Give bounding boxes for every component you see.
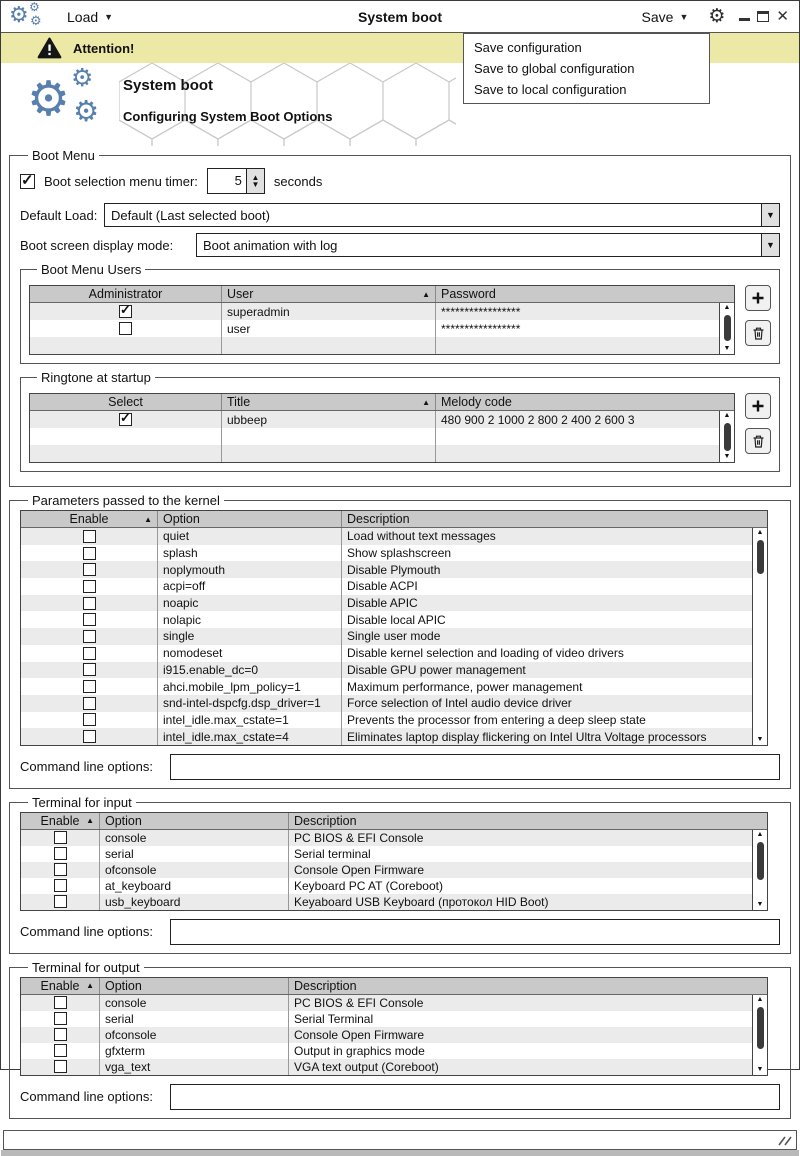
enable-checkbox[interactable] — [83, 530, 96, 543]
option-cell: vga_text — [100, 1059, 289, 1075]
description-cell: Disable APIC — [347, 596, 418, 611]
gear-icon: ⚙ — [29, 0, 40, 14]
terminal-input-row[interactable] — [21, 830, 767, 846]
enable-checkbox[interactable] — [54, 996, 67, 1009]
stepper-up-icon[interactable]: ▲ — [251, 173, 260, 182]
description-cell: Serial Terminal — [294, 1011, 374, 1026]
window-title: System boot — [357, 8, 442, 25]
admin-checkbox[interactable] — [119, 322, 132, 335]
column-header-option[interactable]: Option — [100, 813, 289, 829]
description-cell: Maximum performance, power management — [347, 679, 583, 694]
description-cell: Eliminates laptop display flickering on Intel Ultra Voltage processors — [347, 729, 707, 744]
option-cell: ofconsole — [100, 1027, 289, 1043]
description-cell: Show splashscreen — [347, 546, 452, 561]
kernel-param-row[interactable] — [21, 678, 767, 695]
timer-value: 5 — [234, 173, 242, 188]
title-cell: ubbeep — [222, 411, 436, 428]
timer-label: Boot selection menu timer: — [44, 173, 198, 189]
enable-checkbox[interactable] — [83, 647, 96, 660]
boot-menu-section — [9, 148, 791, 487]
terminal-output-section — [9, 960, 791, 1119]
column-header-enable[interactable]: Enable ▲ — [21, 511, 158, 527]
option-cell: nomodeset — [158, 645, 342, 662]
option-cell: intel_idle.max_cstate=4 — [158, 728, 342, 745]
enable-checkbox[interactable] — [54, 1060, 67, 1073]
terminal-output-legend: Terminal for output — [32, 959, 140, 975]
description-cell: Disable ACPI — [347, 579, 418, 594]
select-checkbox[interactable] — [119, 413, 132, 426]
kernel-params-table-header — [21, 511, 767, 528]
default-load-select[interactable] — [104, 203, 780, 227]
description-cell: VGA text output (Coreboot) — [294, 1059, 439, 1074]
users-table-header — [30, 286, 734, 303]
column-header-option[interactable]: Option — [158, 511, 342, 527]
user-row[interactable] — [30, 320, 734, 337]
minimize-button[interactable] — [739, 18, 750, 21]
scroll-down-icon[interactable]: ▼ — [756, 735, 764, 743]
load-menu-label: Load — [67, 8, 99, 25]
option-cell: console — [100, 830, 289, 846]
scroll-thumb[interactable] — [757, 842, 764, 880]
column-header-melody[interactable]: Melody code — [441, 395, 512, 409]
description-cell: Keyboard PC AT (Coreboot) — [294, 878, 443, 893]
menu-item-save-configuration[interactable]: Save configuration — [474, 40, 582, 55]
enable-checkbox[interactable] — [54, 831, 67, 844]
option-cell: gfxterm — [100, 1043, 289, 1059]
terminal-input-row[interactable] — [21, 894, 767, 910]
column-header-description[interactable]: Description — [294, 813, 357, 828]
description-cell: Disable kernel selection and loading of video drivers — [347, 646, 624, 661]
combo-arrow-icon[interactable]: ▼ — [761, 234, 779, 256]
page-title: System boot — [123, 77, 214, 94]
option-cell: console — [100, 995, 289, 1011]
display-mode-select[interactable] — [196, 233, 780, 257]
kernel-param-row[interactable] — [21, 712, 767, 729]
option-cell: ahci.mobile_lpm_policy=1 — [158, 678, 342, 695]
enable-checkbox[interactable] — [54, 895, 67, 908]
enable-checkbox[interactable] — [54, 1028, 67, 1041]
plus-icon — [751, 291, 765, 305]
terminal-output-scrollbar[interactable] — [752, 995, 767, 1075]
gear-icon: ⚙ — [73, 94, 99, 128]
enable-checkbox[interactable] — [83, 730, 96, 743]
scroll-up-icon[interactable]: ▲ — [723, 412, 731, 419]
description-cell: Output in graphics mode — [294, 1043, 425, 1058]
empty-row — [30, 428, 734, 445]
menu-item-save-global-configuration[interactable]: Save to global configuration — [474, 61, 635, 76]
enable-checkbox[interactable] — [54, 1012, 67, 1025]
terminal-output-table-header — [21, 978, 767, 995]
sort-asc-icon: ▲ — [422, 397, 430, 407]
plus-icon — [751, 399, 765, 413]
column-header-enable[interactable]: Enable ▲ — [21, 978, 100, 994]
ringtone-legend: Ringtone at startup — [41, 370, 151, 385]
option-cell: nolapic — [158, 611, 342, 628]
save-menu-button[interactable] — [636, 5, 695, 29]
display-mode-value: Boot animation with log — [203, 238, 338, 253]
kernel-param-row[interactable] — [21, 561, 767, 578]
description-cell: Disable local APIC — [347, 612, 446, 627]
trash-icon — [751, 326, 766, 341]
resize-grip-icon[interactable] — [778, 1133, 792, 1146]
option-cell: at_keyboard — [100, 878, 289, 894]
option-cell: ofconsole — [100, 862, 289, 878]
scroll-up-icon[interactable]: ▲ — [723, 304, 731, 311]
gear-icon: ⚙ — [27, 71, 71, 127]
enable-checkbox[interactable] — [83, 697, 96, 710]
kernel-param-row[interactable] — [21, 662, 767, 679]
boot-menu-users-legend: Boot Menu Users — [41, 262, 142, 277]
ringtone-table — [29, 393, 735, 463]
kernel-param-row[interactable] — [21, 545, 767, 562]
warning-icon — [37, 37, 62, 59]
boot-menu-users-section — [20, 262, 780, 364]
column-header-description[interactable]: Description — [294, 978, 357, 993]
scroll-down-icon[interactable]: ▼ — [723, 345, 731, 352]
kernel-param-row[interactable] — [21, 578, 767, 595]
add-ringtone-button[interactable] — [745, 393, 771, 419]
scroll-up-icon[interactable]: ▲ — [756, 830, 764, 838]
terminal-input-row[interactable] — [21, 862, 767, 878]
load-menu-button[interactable] — [61, 5, 119, 29]
ringtone-section — [20, 370, 780, 472]
title-bar — [1, 1, 799, 33]
window-bottom-edge — [1, 1150, 799, 1156]
scroll-thumb[interactable] — [757, 540, 764, 574]
enable-checkbox[interactable] — [83, 713, 96, 726]
enable-checkbox[interactable] — [83, 580, 96, 593]
attention-text: Attention! — [73, 40, 135, 56]
default-load-value: Default (Last selected boot) — [111, 208, 270, 223]
kernel-table-scrollbar[interactable] — [752, 528, 767, 745]
user-row[interactable] — [30, 303, 734, 320]
scroll-down-icon[interactable]: ▼ — [756, 1065, 764, 1073]
description-cell: Disable GPU power management — [347, 662, 526, 677]
ringtone-table-scrollbar[interactable] — [719, 411, 734, 462]
terminal-input-table-header — [21, 813, 767, 830]
enable-checkbox[interactable] — [54, 1044, 67, 1057]
timer-checkbox[interactable] — [20, 174, 35, 189]
option-cell: i915.enable_dc=0 — [158, 662, 342, 679]
enable-checkbox[interactable] — [54, 879, 67, 892]
melody-cell: 480 900 2 1000 2 800 2 400 2 600 3 — [441, 412, 635, 427]
sort-asc-icon: ▲ — [86, 981, 94, 991]
delete-user-button[interactable] — [745, 320, 771, 346]
column-header-user[interactable]: User ▲ — [222, 286, 436, 302]
option-cell: single — [158, 628, 342, 645]
description-cell: Force selection of Intel audio device driver — [347, 696, 572, 711]
description-cell: Console Open Firmware — [294, 862, 425, 877]
stepper-down-icon[interactable]: ▼ — [251, 180, 260, 189]
enable-checkbox[interactable] — [83, 613, 96, 626]
kernel-params-section — [9, 493, 791, 789]
scroll-thumb[interactable] — [724, 423, 731, 451]
empty-row — [30, 337, 734, 354]
kernel-param-row[interactable] — [21, 595, 767, 612]
terminal-input-row[interactable] — [21, 846, 767, 862]
cmdline-label: Command line options: — [20, 759, 153, 775]
option-cell: intel_idle.max_cstate=1 — [158, 712, 342, 729]
option-cell: quiet — [158, 528, 342, 545]
option-cell: serial — [100, 846, 289, 862]
password-cell: ***************** — [441, 304, 521, 319]
enable-checkbox[interactable] — [83, 547, 96, 560]
terminal-output-row[interactable] — [21, 1043, 767, 1059]
description-cell: Keyaboard USB Keyboard (протокол HID Boot) — [294, 894, 549, 909]
status-bar — [3, 1130, 797, 1150]
option-cell: acpi=off — [158, 578, 342, 595]
gear-icon: ⚙ — [71, 63, 94, 92]
option-cell: snd-intel-dspcfg.dsp_driver=1 — [158, 695, 342, 712]
users-table-scrollbar[interactable] — [719, 303, 734, 354]
page-subtitle: Configuring System Boot Options — [123, 109, 333, 124]
terminal-input-legend: Terminal for input — [32, 794, 132, 810]
sort-asc-icon: ▲ — [86, 816, 94, 826]
column-header-administrator[interactable]: Administrator — [30, 286, 222, 302]
ringtone-table-header — [30, 394, 734, 411]
column-header-password[interactable]: Password — [441, 287, 496, 301]
sort-asc-icon: ▲ — [422, 289, 430, 299]
gear-icon: ⚙ — [9, 2, 29, 28]
display-mode-label: Boot screen display mode: — [20, 237, 174, 253]
scroll-down-icon[interactable]: ▼ — [756, 900, 764, 908]
kernel-cmdline-input[interactable] — [170, 754, 780, 780]
terminal-output-cmdline-input[interactable] — [170, 1084, 780, 1110]
enable-checkbox[interactable] — [83, 630, 96, 643]
gear-icon: ⚙ — [30, 13, 42, 29]
chevron-down-icon: ▼ — [679, 11, 689, 22]
save-dropdown-menu — [463, 33, 710, 104]
trash-icon — [751, 434, 766, 449]
terminal-output-row[interactable] — [21, 995, 767, 1011]
option-cell: noplymouth — [158, 561, 342, 578]
admin-checkbox[interactable] — [119, 305, 132, 318]
kernel-param-row[interactable] — [21, 611, 767, 628]
kernel-param-row[interactable] — [21, 528, 767, 545]
kernel-param-row[interactable] — [21, 728, 767, 745]
enable-checkbox[interactable] — [83, 680, 96, 693]
option-cell: serial — [100, 1011, 289, 1027]
enable-checkbox[interactable] — [54, 863, 67, 876]
option-cell: splash — [158, 545, 342, 562]
kernel-param-row[interactable] — [21, 628, 767, 645]
users-table — [29, 285, 735, 355]
hexagon-pattern — [119, 63, 456, 146]
terminal-input-cmdline-input[interactable] — [170, 919, 780, 945]
terminal-input-row[interactable] — [21, 878, 767, 894]
description-cell: Prevents the processor from entering a deep sleep state — [347, 712, 646, 727]
settings-gear-icon[interactable]: ⚙ — [708, 5, 726, 27]
timer-spinner[interactable] — [207, 168, 265, 194]
menu-item-save-local-configuration[interactable]: Save to local configuration — [474, 82, 627, 97]
column-header-enable[interactable]: Enable ▲ — [21, 813, 100, 829]
scroll-up-icon[interactable]: ▲ — [756, 995, 764, 1003]
default-load-label: Default Load: — [20, 207, 98, 223]
terminal-input-scrollbar[interactable] — [752, 830, 767, 910]
close-button[interactable]: ✕ — [776, 8, 789, 25]
column-header-description[interactable]: Description — [347, 512, 410, 526]
option-cell: noapic — [158, 595, 342, 612]
description-cell: PC BIOS & EFI Console — [294, 830, 424, 845]
kernel-param-row[interactable] — [21, 695, 767, 712]
app-gears-logo-icon — [9, 0, 47, 31]
column-header-select[interactable]: Select — [30, 394, 222, 410]
scroll-thumb[interactable] — [724, 315, 731, 341]
option-cell: usb_keyboard — [100, 894, 289, 910]
enable-checkbox[interactable] — [83, 663, 96, 676]
description-cell: Serial terminal — [294, 846, 371, 861]
kernel-param-row[interactable] — [21, 645, 767, 662]
boot-menu-legend: Boot Menu — [32, 148, 95, 163]
delete-ringtone-button[interactable] — [745, 428, 771, 454]
column-header-option[interactable]: Option — [100, 978, 289, 994]
app-gears-logo-icon — [27, 63, 113, 139]
scroll-up-icon[interactable]: ▲ — [756, 529, 764, 536]
save-menu-label: Save — [641, 8, 674, 25]
cmdline-label: Command line options: — [20, 1089, 153, 1105]
add-user-button[interactable] — [745, 285, 771, 311]
terminal-output-row[interactable] — [21, 1027, 767, 1043]
user-cell: superadmin — [222, 303, 436, 320]
password-cell: ***************** — [441, 321, 521, 336]
terminal-output-row[interactable] — [21, 1011, 767, 1027]
description-cell: Console Open Firmware — [294, 1027, 425, 1042]
maximize-button[interactable] — [757, 11, 769, 22]
scroll-down-icon[interactable]: ▼ — [723, 453, 731, 460]
enable-checkbox[interactable] — [83, 597, 96, 610]
scroll-thumb[interactable] — [757, 1007, 764, 1049]
cmdline-label: Command line options: — [20, 924, 153, 940]
chevron-down-icon: ▼ — [104, 11, 114, 22]
description-cell: Disable Plymouth — [347, 562, 441, 577]
terminal-output-row[interactable] — [21, 1059, 767, 1075]
sort-asc-icon: ▲ — [144, 514, 152, 524]
column-header-title[interactable]: Title ▲ — [222, 394, 436, 410]
description-cell: Single user mode — [347, 629, 441, 644]
description-cell: PC BIOS & EFI Console — [294, 995, 424, 1010]
user-cell: user — [222, 320, 436, 337]
combo-arrow-icon[interactable]: ▼ — [761, 204, 779, 226]
enable-checkbox[interactable] — [54, 847, 67, 860]
empty-row — [30, 445, 734, 462]
timer-unit: seconds — [273, 173, 323, 189]
description-cell: Load without text messages — [347, 529, 496, 544]
kernel-params-legend: Parameters passed to the kernel — [32, 493, 220, 508]
terminal-input-table — [20, 812, 768, 911]
terminal-output-table — [20, 977, 768, 1076]
ringtone-row[interactable] — [30, 411, 734, 428]
enable-checkbox[interactable] — [83, 563, 96, 576]
kernel-params-table — [20, 510, 768, 746]
terminal-input-section — [9, 795, 791, 954]
